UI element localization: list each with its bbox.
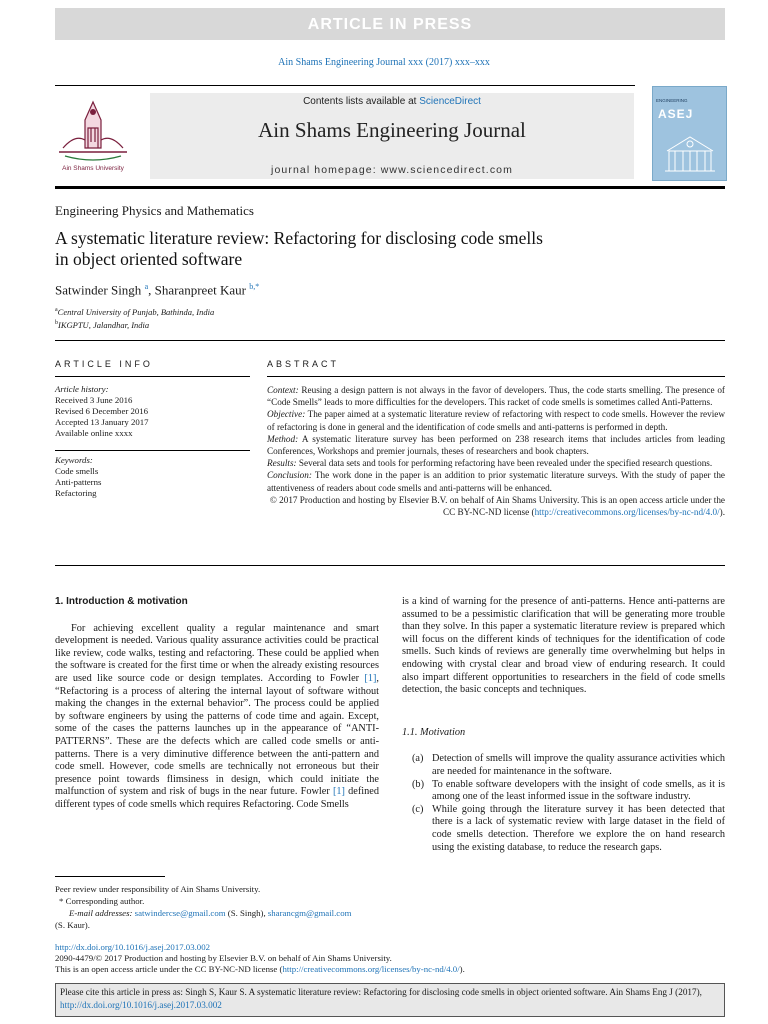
authors [55, 282, 259, 298]
article-section: Engineering Physics and Mathematics [55, 203, 254, 218]
conclusion-label: Conclusion: [267, 470, 312, 481]
header-rule [55, 85, 635, 86]
copyright-end: ). [719, 507, 725, 518]
revised-date: Revised 6 December 2016 [55, 406, 149, 416]
keyword: Anti-patterns [55, 477, 102, 487]
affiliation-a-mark: a [55, 307, 58, 313]
issn-line: 2090-4479/© 2017 Production and hosting by Elsevier B.V. on behalf of Ain Shams University. [55, 953, 392, 963]
objective-text: The paper aimed at a systematic literature review of refactoring with respect to code smells. However the review of refactoring is done in general and the identification of code smells and anti-patterns is performed in depth. [267, 409, 725, 432]
open-access-text: This is an open access article under the CC BY-NC-ND license ( [55, 964, 283, 974]
online-date: Available online xxxx [55, 428, 133, 438]
method-text: A systematic literature survey has been performed on 238 research items that includes articles from leading Conferences, Workshops and premier journals, theses of researchers and book chapters. [267, 433, 725, 457]
author-2-affil[interactable]: b,* [249, 282, 260, 291]
objective-label: Objective: [267, 409, 306, 420]
citation-body: Please cite this article in press as: Singh S, Kaur S. A systematic literature review: Refactoring for disclosing code smells in object oriented software. Ain Shams Eng J (2017), [60, 987, 702, 997]
abstract-rule [267, 376, 725, 377]
keywords [55, 455, 250, 499]
svg-text:Ain Shams University: Ain Shams University [62, 165, 124, 172]
open-access-line [55, 964, 725, 975]
university-logo [55, 98, 131, 174]
results-text: Several data sets and tools for performing refactoring have been revealed under the specified research questions. [296, 458, 713, 469]
affiliation-a-text: Central University of Punjab, Bathinda, India [57, 306, 215, 317]
footnote-rule [55, 876, 165, 877]
open-access-end: ). [459, 964, 465, 974]
abstract-context [267, 384, 725, 408]
body-right-column [402, 596, 725, 854]
cover-label: ENGINEERING [656, 98, 688, 103]
reference-link[interactable]: [1] [332, 786, 345, 798]
keyword: Code smells [55, 466, 99, 476]
motivation-heading: 1.1. Motivation [402, 726, 466, 738]
results-label: Results: [267, 458, 297, 469]
keyword: Refactoring [55, 488, 97, 498]
cover-building-icon [661, 127, 719, 175]
intro-text-c: defined different types of code smells which requires Refactoring. Code Smells [55, 786, 379, 810]
copyright-text: © 2017 Production and hosting by Elsevier B.V. on behalf of Ain Shams University. This is an open access article under the CC BY-NC-ND license ( [269, 494, 725, 518]
footnotes [55, 883, 385, 931]
header-thick-rule [55, 186, 725, 189]
list-item-text: While going through the literature survey it has been detected that there is a lack of systematic review with large dataset in the field of code smells detection. Therefore we explore the on hand research using the existing database, to reduce the research gaps. [432, 803, 725, 853]
contents-prefix: Contents lists available at [303, 96, 420, 107]
abstract-conclusion [267, 469, 725, 493]
affiliation-b [55, 318, 214, 331]
affiliations [55, 305, 214, 331]
author-separator: , [148, 282, 155, 298]
title-line-1: A systematic literature review: Refactoring for disclosing code smells [55, 228, 543, 248]
email-link[interactable]: sharancgm@gmail.com [267, 908, 352, 918]
intro-paragraph [55, 623, 379, 812]
affiliation-b-text: IKGPTU, Jalandhar, India [58, 319, 150, 330]
abstract-objective [267, 408, 725, 432]
author-1: Satwinder Singh [55, 282, 142, 298]
doi-block [55, 942, 725, 975]
journal-homepage [150, 164, 634, 176]
author-2: Sharanpreet Kaur [154, 282, 246, 298]
abstract-bottom-rule [55, 565, 725, 566]
journal-cover-image [652, 86, 727, 181]
email-label: E-mail addresses: [69, 908, 135, 918]
email-name-2: (S. Kaur). [55, 920, 90, 930]
citation-text [60, 986, 720, 1012]
abstract-heading: ABSTRACT [267, 359, 340, 369]
body-left-column [55, 596, 379, 812]
citation-doi-link[interactable]: http://dx.doi.org/10.1016/j.asej.2017.03.002 [60, 1000, 222, 1010]
title-line-2: in object oriented software [55, 249, 243, 269]
affiliation-a [55, 305, 214, 318]
list-marker: (b) [412, 778, 425, 790]
email-name: (S. Singh), [225, 908, 268, 918]
list-item-text: To enable software developers with the insight of code smells, as it is among one of the least informed issue in the software industry. [432, 778, 725, 803]
abstract-method [267, 433, 725, 457]
abstract-results [267, 457, 725, 469]
reference-link[interactable]: [1] [364, 672, 377, 684]
context-label: Context: [267, 385, 299, 395]
list-item-text: Detection of smells will improve the quality assurance activities which are needed for maintenance in the software. [432, 753, 725, 777]
homepage-prefix: journal homepage: [271, 164, 381, 176]
license-link[interactable]: http://creativecommons.org/licenses/by-nc-nd/4.0/ [534, 507, 720, 518]
peer-review-note: Peer review under responsibility of Ain Shams University. [55, 884, 261, 894]
received-date: Received 3 June 2016 [55, 395, 133, 405]
info-top-rule [55, 340, 725, 341]
list-marker: (a) [412, 753, 424, 765]
email-line [55, 907, 385, 919]
abstract-body [267, 384, 725, 518]
article-info-rule [55, 376, 250, 377]
accepted-date: Accepted 13 January 2017 [55, 417, 149, 427]
abstract-copyright [267, 494, 725, 518]
intro-text-b: , “Refactoring is a process of altering the internal layout of software without making the changes in the external behavior”. The process could be applied by software engineers by using the patterns of code time and again. Except, some of the cases the patterns launches up in the appearance of “ANTI-PATTERNS”. These are the defects which are called code smells or anti-patterns. There is a very diminutive difference between the anti-pattern and code smell. However, code smells are technically not erroneous but their presence point towards flimsiness in design, which could initiate the malfunction of system and risk of bugs in the near future. Fowler [55, 672, 379, 798]
keywords-label: Keywords: [55, 455, 93, 465]
keywords-rule [55, 450, 250, 451]
conclusion-text: The work done in the paper is an addition to prior systematic literature surveys. With the study of paper the attentiveness of readers about code smells and anti-patterns will be enhanced. [267, 470, 725, 493]
journal-name: Ain Shams Engineering Journal [258, 118, 526, 142]
affiliation-b-mark: b [55, 319, 58, 326]
right-paragraph: is a kind of warning for the presence of anti-patterns. Hence anti-patterns are assumed to be a pessimistic clarification that will be generating more trouble than they solve. In this paper a systematic literature review is prepared which will focus on the different kinds of techniques for the identification of code smells. Such kinds of reviews are generally time overwhelming but helps in endowing with crystal clear and broad view of enduring research. It could also impart different opportunities to researchers in the field of code smells detection, the basic concepts and techniques. [402, 596, 725, 696]
author-1-affil[interactable]: a [144, 282, 149, 291]
list-item [402, 779, 725, 804]
cover-acronym: ASEJ [658, 107, 694, 121]
list-item [402, 753, 725, 778]
license-link[interactable]: http://creativecommons.org/licenses/by-nc-nd/4.0/ [282, 964, 460, 974]
context-text: Reusing a design pattern is not always in the favor of developers. Thus, the code starts smelling. The presence of “Code Smells” leads to more difficulties for the developers. This racket of code smells is sometimes called Anti-Patterns. [267, 385, 725, 408]
doi-link[interactable]: http://dx.doi.org/10.1016/j.asej.2017.03.002 [55, 942, 211, 952]
contents-line [150, 96, 634, 107]
article-history [55, 384, 250, 439]
intro-heading: 1. Introduction & motivation [55, 596, 188, 607]
intro-text-a: For achieving excellent quality a regular maintenance and smart development is needed. Various quality assurance activities could be practical like review, code walks, testing and refactoring. These could be applied when the software is created for the first time or when the already existing resources are used like source code or design templates. According to Fowler [55, 622, 379, 684]
email-link[interactable]: satwindercse@gmail.com [134, 908, 226, 918]
corresponding-author-note: * Corresponding author. [59, 896, 145, 906]
article-info-heading: ARTICLE INFO [55, 359, 153, 369]
article-in-press-banner: ARTICLE IN PRESS [55, 8, 725, 40]
list-item [402, 804, 725, 854]
article-title [55, 228, 655, 270]
journal-reference[interactable]: Ain Shams Engineering Journal xxx (2017) xxx–xxx [278, 57, 490, 68]
homepage-link[interactable]: www.sciencedirect.com [380, 164, 513, 176]
method-label: Method: [267, 433, 299, 444]
sciencedirect-link[interactable]: ScienceDirect [419, 96, 481, 107]
list-marker: (c) [412, 803, 424, 815]
history-label: Article history: [55, 384, 109, 394]
